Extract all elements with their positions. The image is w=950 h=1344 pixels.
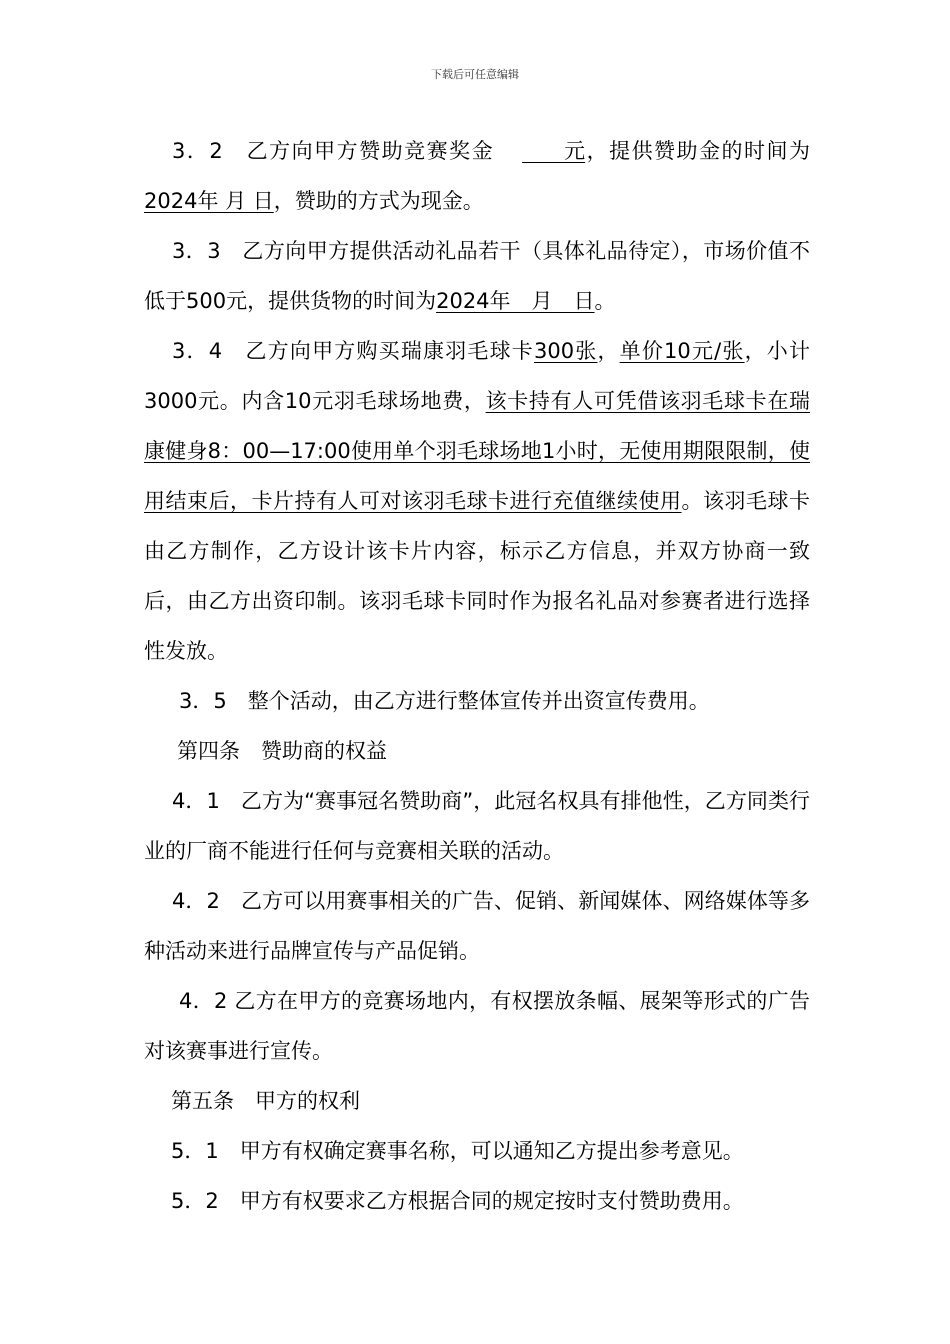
card-unit-price: 单价10元/张 [619,339,745,363]
page-header-note: 下载后可任意编辑 [431,68,519,81]
card-usage-terms: 该卡持有人可凭借该羽毛球卡在瑞康健身8：00—17:00使用单个羽毛球场地1小时，无使用期限限制，使用结束后，卡片持有人可对该羽毛球卡进行充值继续使用 [144,389,810,513]
clause-3-3-text: 3．3 乙方向甲方提供活动礼品若干（具体礼品待定），市场价值不低于500元，提供货物的时间为 [144,239,810,313]
clause-3-4-sep: ， [597,339,620,363]
clause-3-2-text: 3．2 乙方向甲方赞助竞赛奖金 [172,139,495,163]
clause-4-1: 4．1 乙方为“赛事冠名赞助商”，此冠名权具有排他性，乙方同类行业的厂商不能进行任何与竞赛相关联的活动。 [144,789,810,863]
clause-3-3-text-b: 。 [594,289,616,313]
article-5-title: 第五条 甲方的权利 [171,1089,360,1113]
prize-amount-blank: 元 [522,139,586,163]
clause-3-4-text-d: 。该羽毛球卡由乙方制作，乙方设计该卡片内容，标示乙方信息，并双方协商一致后，由乙方出资印制。该羽毛球卡同时作为报名礼品对参赛者进行选择性发放。 [144,489,810,663]
clause-3-4-text-c: ，小计3000元。内含10元羽毛球场地费， [144,339,810,413]
clause-5-2: 5．2 甲方有权要求乙方根据合同的规定按时支付赞助费用。 [171,1189,744,1213]
delivery-date: 2024年 月 日 [436,289,595,313]
clause-3-3 [144,226,810,326]
clause-3-4-text: 3．4 乙方向甲方购买瑞康羽毛球卡 [172,339,534,363]
article-4-title: 第四条 赞助商的权益 [177,739,387,763]
clause-3-2 [144,126,810,226]
document-body [144,126,810,1226]
clause-4-2-b: 4．2 乙方在甲方的竞赛场地内，有权摆放条幅、展架等形式的广告对该赛事进行宣传。 [144,989,810,1063]
clause-3-2-text-b: ，提供赞助金的时间为 [585,139,810,163]
card-quantity: 300张 [533,339,598,363]
clause-3-4 [144,326,810,676]
clause-5-1: 5．1 甲方有权确定赛事名称，可以通知乙方提出参考意见。 [171,1139,744,1163]
clause-3-5: 3．5 整个活动，由乙方进行整体宣传并出资宣传费用。 [179,689,710,713]
clause-3-2-text-c: ，赞助的方式为现金。 [273,189,484,213]
sponsorship-date: 2024年 月 日 [144,189,274,213]
clause-4-2-a: 4．2 乙方可以用赛事相关的广告、促销、新闻媒体、网络媒体等多种活动来进行品牌宣传与产品促销。 [144,889,810,963]
